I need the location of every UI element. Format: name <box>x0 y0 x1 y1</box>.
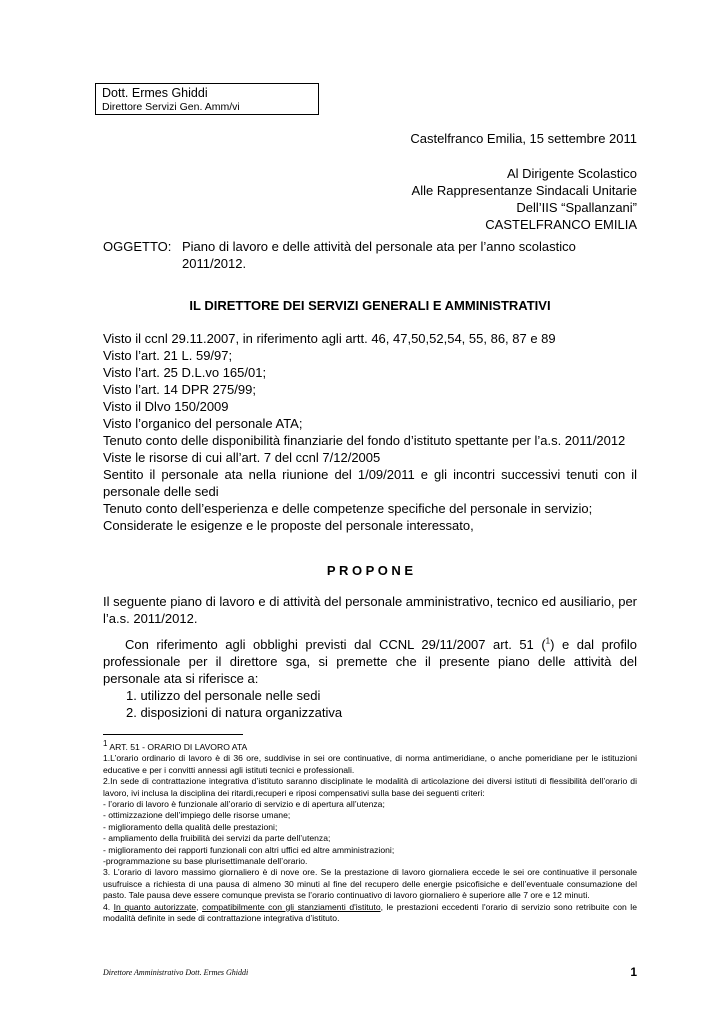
premises-block <box>103 330 637 534</box>
footnote-separator <box>103 734 243 735</box>
footnote-line: - l’orario di lavoro è funzionale all’orario di servizio e di apertura all’utenza; <box>103 799 385 810</box>
numbered-list <box>126 687 342 721</box>
recipient-line: CASTELFRANCO EMILIA <box>485 217 637 232</box>
premise-line: Considerate le esigenze e le proposte del personale interessato, <box>103 518 474 533</box>
footnote-item-4-underlined-2: compatibilmente con gli stanziamenti d'istituto <box>202 901 381 912</box>
footnote-item-4-underlined-1: In quanto autorizzate <box>113 901 197 912</box>
sender-role: Direttore Servizi Gen. Amm/vi <box>102 101 240 113</box>
footnote-line: 1.L’orario ordinario di lavoro è di 36 ore, suddivise in sei ore continuative, di norma antimeridiane, o anche pomeridiane per le istituzioni educative e per i convitti annessi agli istituti tecnici e professionali. <box>103 753 637 775</box>
recipients-block <box>412 165 637 233</box>
subject-label: OGGETTO: <box>103 239 172 254</box>
recipient-line: Dell’IIS “Spallanzani” <box>516 200 637 215</box>
footnote-line: -programmazione su base plurisettimanale dell’orario. <box>103 856 308 867</box>
date-line: Castelfranco Emilia, 15 settembre 2011 <box>410 131 637 146</box>
footnote-line: - ampliamento della fruibilità dei servizi da parte dell’utenza; <box>103 833 331 844</box>
premise-line: Visto l’art. 21 L. 59/97; <box>103 348 233 363</box>
premise-line: Tenuto conto delle disponibilità finanziarie del fondo d’istituto spettante per l’a.s. 2011/2012 <box>103 433 626 448</box>
footnote-title: ART. 51 - ORARIO DI LAVORO ATA <box>109 742 248 752</box>
section-heading: IL DIRETTORE DEI SERVIZI GENERALI E AMMINISTRATIVI <box>189 298 551 313</box>
footnote-item-4-prefix: 4. <box>103 901 114 912</box>
propone-heading: P R O P O N E <box>326 563 414 578</box>
footnote-item-4-rest: , le prestazioni eccedenti l'orario di servizio sono retribuite con le modalità definite in sede di contrattazione integrativa d’istituto. <box>103 901 637 924</box>
paragraph-1: Il seguente piano di lavoro e di attività del personale amministrativo, tecnico ed ausiliario, per l’a.s. 2011/2012. <box>103 594 638 626</box>
footnote-line: - miglioramento dei rapporti funzionali con altri uffici ed altre amministrazioni; <box>103 844 395 855</box>
footnote-line: - ottimizzazione dell’impiego delle risorse umane; <box>103 810 291 821</box>
paragraph-2-end: ) e dal profilo professionale per il direttore sga, si premette che il presente piano delle attività del personale ata si riferisce a: <box>103 637 637 686</box>
premise-line: Viste le risorse di cui all’art. 7 del ccnl 7/12/2005 <box>103 450 381 465</box>
list-item: 2. disposizioni di natura organizzativa <box>126 705 343 720</box>
footnote-block <box>103 739 637 925</box>
subject-text-2: 2011/2012. <box>182 256 247 271</box>
premise-line: Visto l’art. 25 D.L.vo 165/01; <box>103 365 267 380</box>
subject-text-1: Piano di lavoro e delle attività del personale ata per l’anno scolastico <box>182 239 576 254</box>
premise-line: Tenuto conto dell’esperienza e delle competenze specifiche del personale in servizio; <box>103 501 593 516</box>
footnote-mark: 1 <box>103 739 108 749</box>
footnote-item-4-sep: , <box>196 901 203 912</box>
premise-line: Sentito il personale ata nella riunione del 1/09/2011 e gli incontri successivi tenuti con il personale delle sedi <box>103 467 637 499</box>
sender-box <box>95 83 319 115</box>
premise-line: Visto il ccnl 29.11.2007, in riferimento agli artt. 46, 47,50,52,54, 55, 86, 87 e 89 <box>103 331 556 346</box>
footnote-item-4 <box>103 902 637 925</box>
paragraph-2 <box>103 636 637 687</box>
footnote-line: - miglioramento della qualità delle prestazioni; <box>103 821 278 832</box>
recipient-line: Al Dirigente Scolastico <box>506 166 637 181</box>
footnote-line: 3. L’orario di lavoro massimo giornaliero è di nove ore. Se la prestazione di lavoro giornaliera eccede le sei ore continuative il personale usufruisce a richiesta di una pausa di almeno 30 minuti al fine del recupero delle energie psicofisiche e dell’eventuale consumazione del pasto. Tale pausa deve essere comunque prevista se l’orario continuativo di lavoro giornaliero è superiore alle 7 ore e 12 minuti. <box>103 867 637 901</box>
premise-line: Visto l’art. 14 DPR 275/99; <box>103 382 256 397</box>
subject-block <box>103 238 643 272</box>
sender-name: Dott. Ermes Ghiddi <box>102 86 208 100</box>
premise-line: Visto l’organico del personale ATA; <box>103 416 303 431</box>
footnote-ref: 1 <box>545 636 551 646</box>
recipient-line: Alle Rappresentanze Sindacali Unitarie <box>411 183 637 198</box>
paragraph-2-start: Con riferimento agli obblighi previsti dal CCNL 29/11/2007 art. 51 ( <box>125 637 546 652</box>
premise-line: Visto il Dlvo 150/2009 <box>103 399 229 414</box>
page-footer: Direttore Amministrativo Dott. Ermes Ghiddi <box>103 968 249 977</box>
page-number: 1 <box>630 965 637 979</box>
footnote-line: 2.In sede di contrattazione integrativa d’istituto saranno disciplinate le modalità di articolazione dei diversi istituti di flessibilità dell’orario di lavoro, ivi inclusa la disciplina dei ritardi,recuperi e riposi compensativi sulla base dei seguenti criteri: <box>103 776 637 798</box>
list-item: 1. utilizzo del personale nelle sedi <box>126 688 321 703</box>
